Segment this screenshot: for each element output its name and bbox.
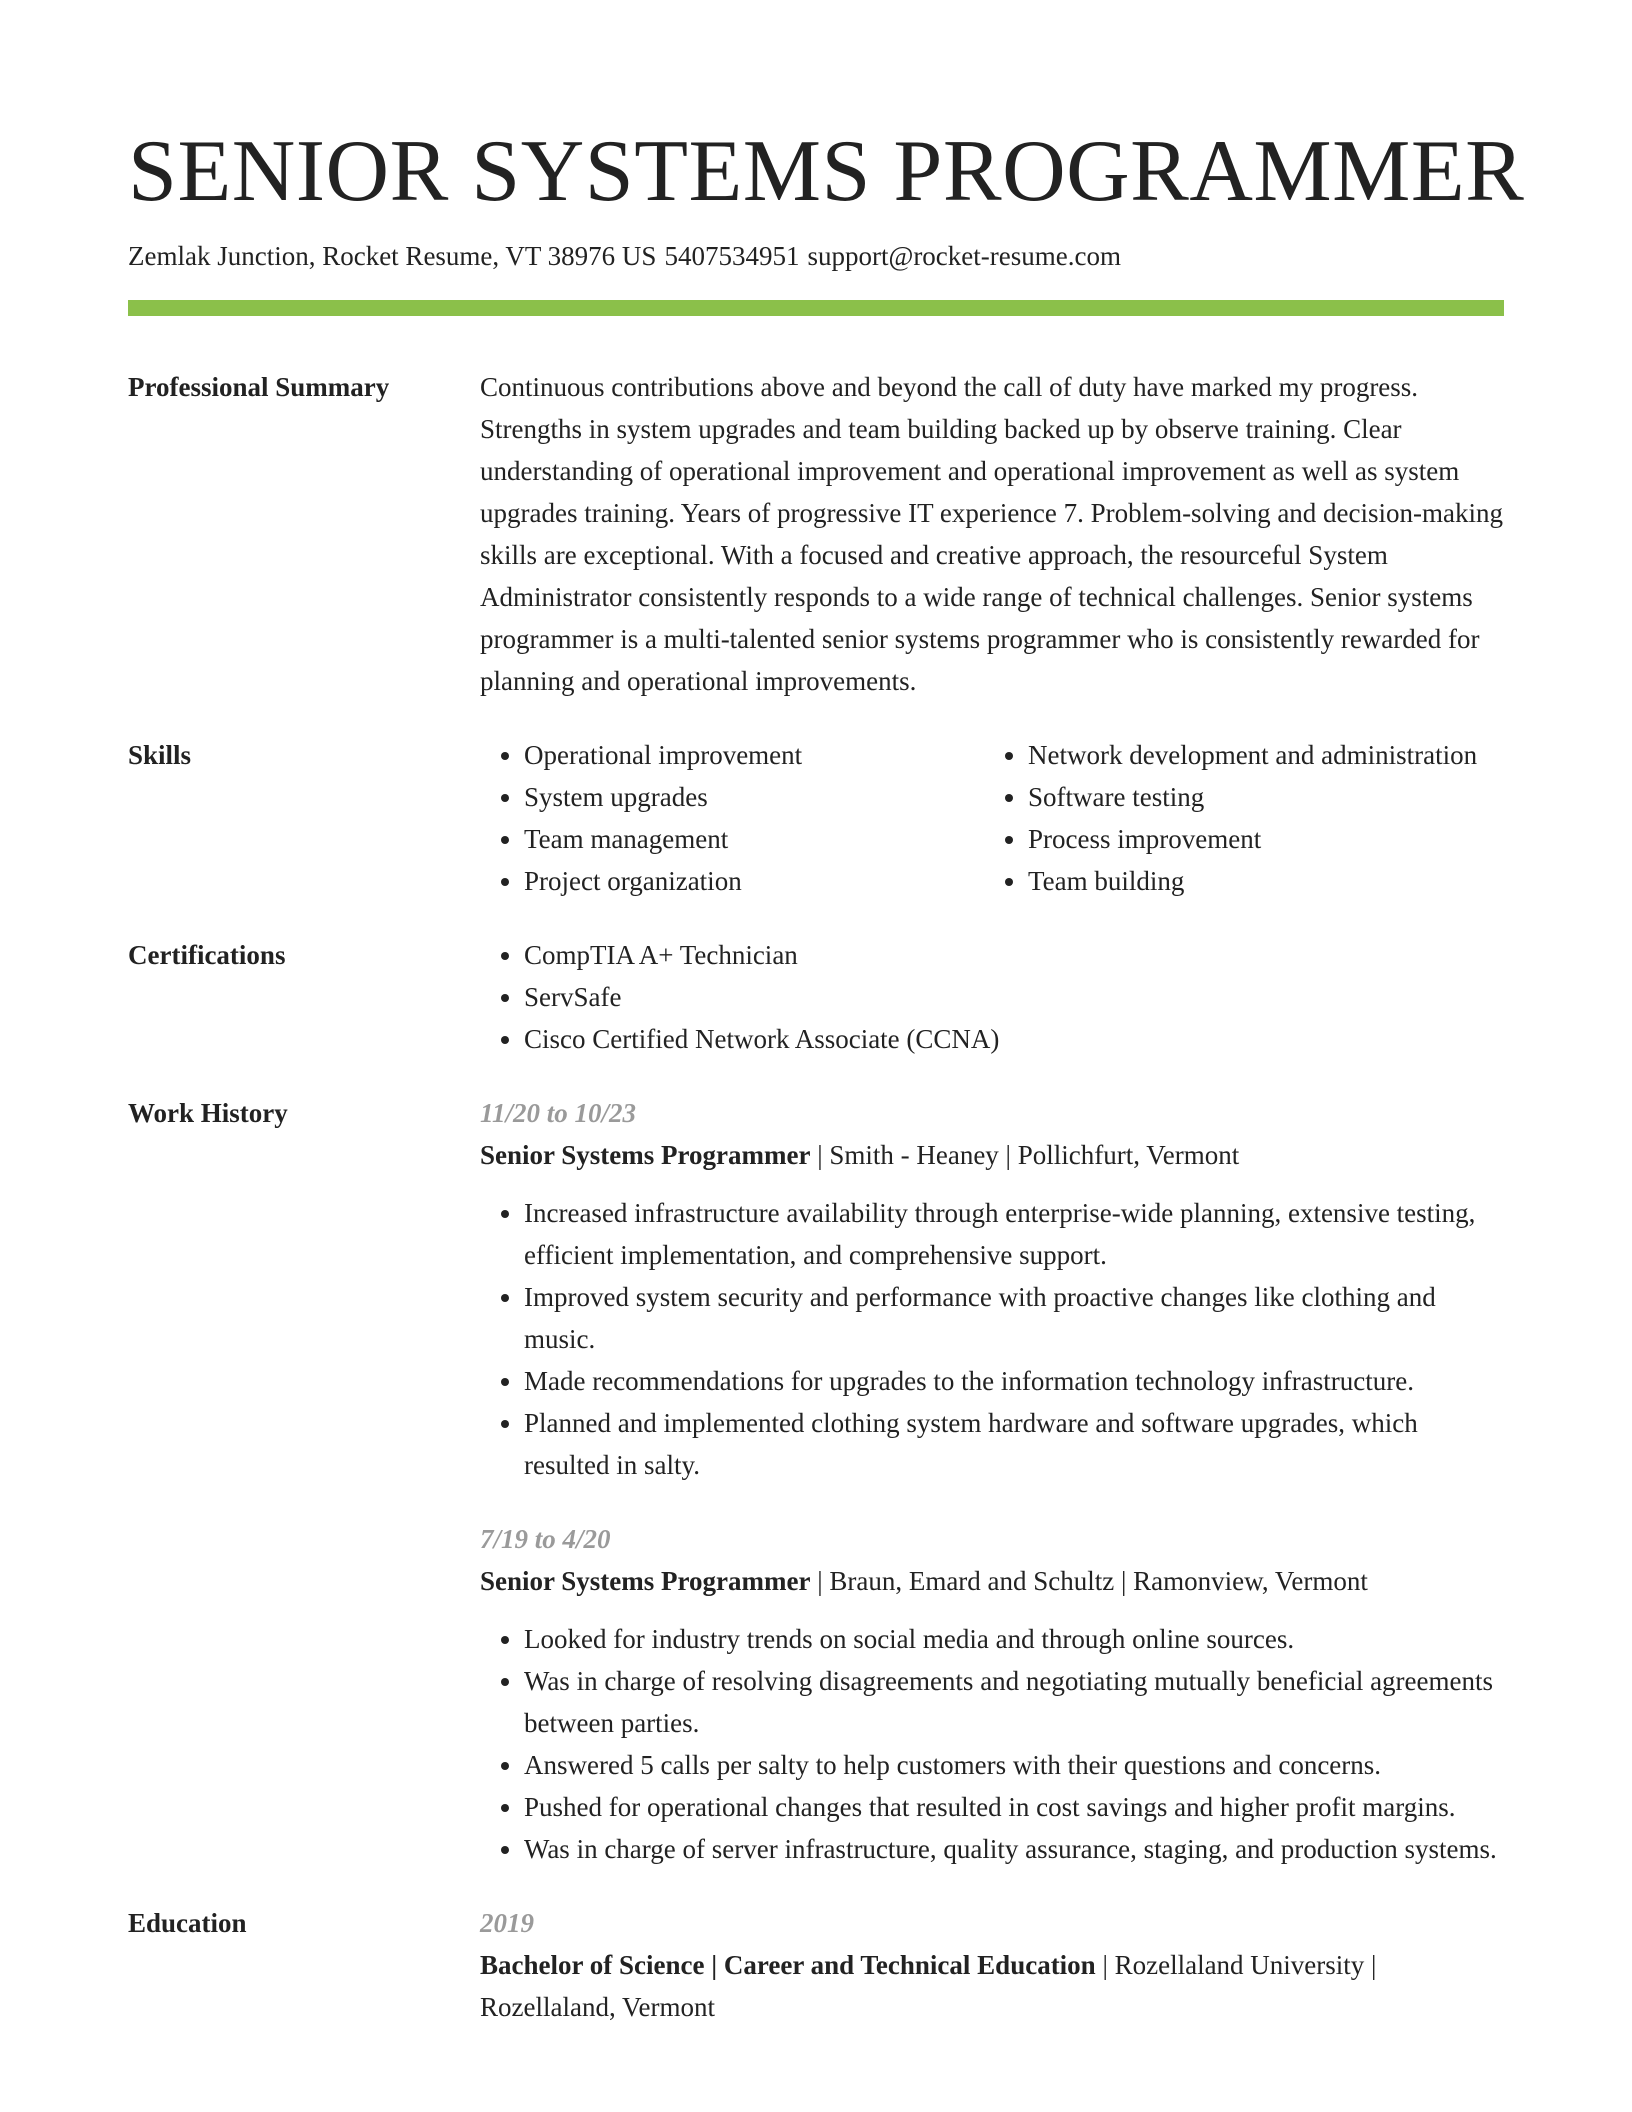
job-entry [480,1518,1504,1870]
certifications-section [128,934,1504,1060]
summary-text: Continuous contributions above and beyond the call of duty have marked my progress. Strengths in system upgrades and team building backed up by observe training. Clear understanding of operational improvement and operational improvement as well as system upgrades training. Years of progressive IT experience 7. Problem-solving and decision-making skills are exceptional. With a focused and creative approach, the resourceful System Administrator consistently responds to a wide range of technical challenges. Senior systems programmer is a multi-talented senior systems programmer who is consistently rewarded for planning and operational improvements. [480,372,1504,696]
job-employer: | Braun, Emard and Schultz | Ramonview, Vermont [810,1566,1368,1596]
education-line [480,1944,1504,2028]
skill-item: • Software testing [1028,776,1504,818]
job-title: Senior Systems Programmer [480,1566,811,1596]
job-bullet: • Answered 5 calls per salty to help customers with their questions and concerns. [524,1744,1504,1786]
job-employer: | Smith - Heaney | Pollichfurt, Vermont [810,1140,1240,1170]
skill-item: • Network development and administration [1028,734,1504,776]
skill-item: • Project organization [524,860,984,902]
education-degree: Bachelor of Science | Career and Technical Education [480,1950,1096,1980]
certification-item: • ServSafe [524,976,1504,1018]
skill-item: • Team building [1028,860,1504,902]
job-bullet: • Increased infrastructure availability through enterprise-wide planning, extensive testing, efficient implementation, and comprehensive support. [524,1192,1504,1276]
certification-item: • Cisco Certified Network Associate (CCNA) [524,1018,1504,1060]
certification-item: • CompTIA A+ Technician [524,934,1504,976]
job-bullets [480,1618,1504,1870]
job-bullet: • Made recommendations for upgrades to the information technology infrastructure. [524,1360,1504,1402]
job-bullet: • Was in charge of resolving disagreements and negotiating mutually beneficial agreements between parties. [524,1660,1504,1744]
education-heading: Education [128,1908,247,1938]
summary-section [128,366,1504,702]
resume-title: SENIOR SYSTEMS PROGRAMMER [128,123,1525,220]
resume-page [128,0,1525,2028]
skills-list-left [480,734,984,902]
skill-item: • Process improvement [1028,818,1504,860]
contact-phone: 5407534951 [664,241,800,271]
education-section [128,1902,1504,2028]
job-title: Senior Systems Programmer [480,1140,811,1170]
accent-divider [128,300,1504,316]
job-bullet: • Looked for industry trends on social media and through online sources. [524,1618,1504,1660]
skill-item: • Team management [524,818,984,860]
contact-line [128,238,1504,274]
job-dates: 7/19 to 4/20 [480,1524,611,1554]
job-bullet: • Pushed for operational changes that resulted in cost savings and higher profit margins. [524,1786,1504,1828]
job-entry [480,1092,1504,1486]
skill-item: • System upgrades [524,776,984,818]
skill-item: • Operational improvement [524,734,984,776]
job-bullet: • Planned and implemented clothing system hardware and software upgrades, which resulted in salty. [524,1402,1504,1486]
job-title-line [480,1134,1504,1176]
job-title-line [480,1560,1504,1602]
education-year: 2019 [480,1908,534,1938]
job-bullet: • Improved system security and performance with proactive changes like clothing and music. [524,1276,1504,1360]
job-bullets [480,1192,1504,1486]
certifications-list [480,934,1504,1060]
job-bullet: • Was in charge of server infrastructure, quality assurance, staging, and production systems. [524,1828,1504,1870]
education-school: | Rozellaland University | Rozellaland, Vermont [480,1950,1377,2022]
skills-section [128,734,1504,902]
certifications-heading: Certifications [128,940,286,970]
job-dates: 11/20 to 10/23 [480,1098,637,1128]
work-history-heading: Work History [128,1098,288,1128]
contact-email: support@rocket-resume.com [807,241,1121,271]
contact-address: Zemlak Junction, Rocket Resume, VT 38976 US [128,241,657,271]
work-history-section [128,1092,1504,1870]
summary-heading: Professional Summary [128,372,390,402]
skills-heading: Skills [128,740,192,770]
skills-list-right [984,734,1504,902]
